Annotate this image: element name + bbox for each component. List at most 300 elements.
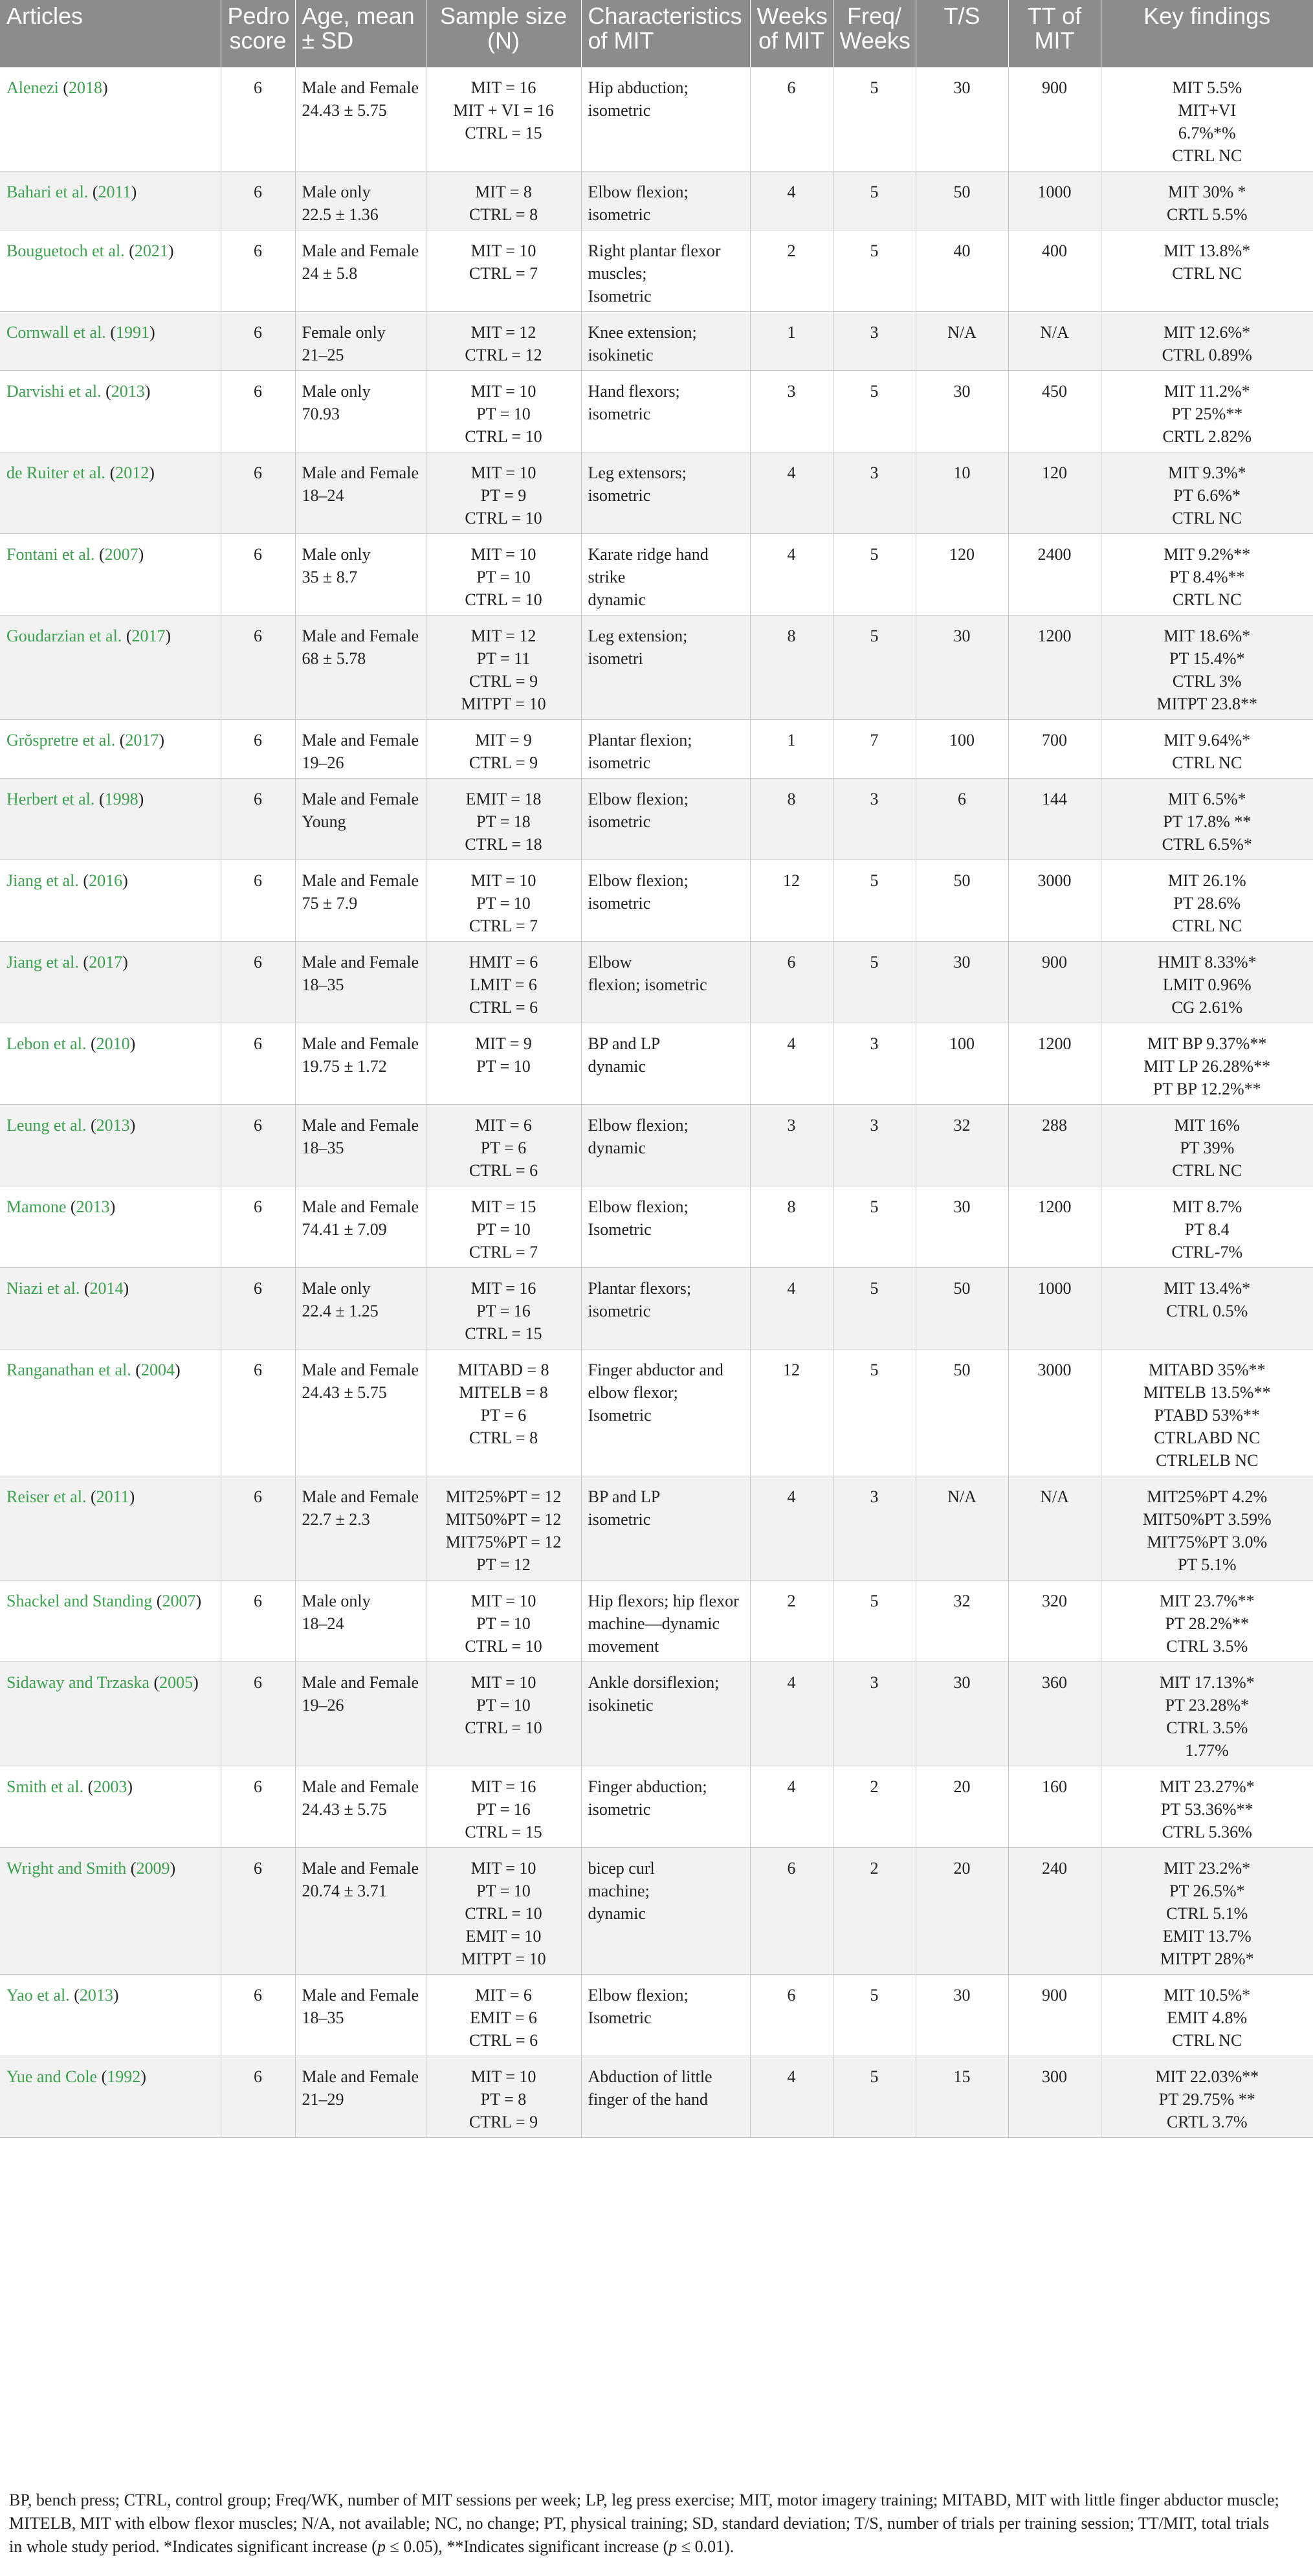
characteristics-line: Leg extensors; bbox=[588, 463, 687, 482]
cell-characteristics bbox=[581, 1848, 750, 1975]
tt-value: 288 bbox=[1042, 1116, 1067, 1135]
sample-line: CTRL = 10 bbox=[465, 1904, 542, 1923]
finding-line: LMIT 0.96% bbox=[1162, 975, 1252, 994]
sample-line: CTRL = 7 bbox=[469, 1243, 538, 1261]
finding-line: MIT 12.6%* bbox=[1164, 323, 1251, 342]
cell-findings bbox=[1101, 1023, 1313, 1105]
age-line: 18–24 bbox=[302, 486, 344, 505]
sample-line: MIT = 6 bbox=[475, 1116, 532, 1135]
finding-line: MIT+VI bbox=[1178, 101, 1237, 120]
pedro-score: 6 bbox=[254, 1197, 262, 1216]
cell-characteristics bbox=[581, 67, 750, 172]
cell-sample bbox=[426, 860, 581, 942]
finding-line: PT 25%** bbox=[1171, 405, 1243, 423]
characteristics-line: Elbow flexion; bbox=[588, 871, 689, 890]
table-row bbox=[0, 534, 1313, 616]
sample-line: CTRL = 15 bbox=[465, 1324, 542, 1343]
cell-article bbox=[0, 2056, 221, 2138]
article-year: 2011 bbox=[96, 1487, 129, 1506]
characteristics-line: bicep curl bbox=[588, 1859, 655, 1878]
cell-pedro bbox=[221, 1186, 295, 1268]
cell-article bbox=[0, 779, 221, 860]
cell-characteristics bbox=[581, 230, 750, 312]
cell-article bbox=[0, 1581, 221, 1662]
pedro-score: 6 bbox=[254, 1487, 262, 1506]
ts-value: 30 bbox=[953, 953, 971, 972]
pedro-score: 6 bbox=[254, 1777, 262, 1796]
ts-value: 30 bbox=[953, 1673, 971, 1692]
table-row bbox=[0, 1186, 1313, 1268]
finding-line: CRTL 3.7% bbox=[1166, 2113, 1248, 2131]
characteristics-line: Elbow bbox=[588, 953, 632, 972]
pedro-score: 6 bbox=[254, 953, 262, 972]
characteristics-line: Elbow flexion; bbox=[588, 1197, 689, 1216]
tt-value: 2400 bbox=[1037, 545, 1072, 564]
cell-weeks bbox=[750, 1662, 833, 1766]
finding-line: MIT 16% bbox=[1174, 1116, 1240, 1135]
article-citation: Yue and Cole (1992) bbox=[6, 2067, 146, 2086]
sample-line: MIT = 8 bbox=[475, 183, 532, 201]
characteristics-line: strike bbox=[588, 568, 626, 586]
pedro-score: 6 bbox=[254, 731, 262, 749]
table-body bbox=[0, 67, 1313, 2138]
cell-weeks bbox=[750, 942, 833, 1023]
sample-line: CTRL = 7 bbox=[469, 264, 538, 283]
finding-line: CTRL 5.36% bbox=[1162, 1823, 1252, 1841]
freq-value: 5 bbox=[870, 953, 879, 972]
cell-sample bbox=[426, 67, 581, 172]
sample-line: PT = 10 bbox=[476, 1057, 531, 1076]
article-name: Wright and Smith bbox=[6, 1859, 127, 1878]
characteristics-line: movement bbox=[588, 1637, 659, 1656]
cell-freq bbox=[833, 779, 916, 860]
cell-age bbox=[295, 2056, 426, 2138]
characteristics-line: isometric bbox=[588, 486, 651, 505]
weeks-value: 2 bbox=[787, 1592, 796, 1610]
cell-article bbox=[0, 1023, 221, 1105]
finding-line: 6.7%*% bbox=[1178, 124, 1236, 142]
cell-tt bbox=[1008, 1023, 1101, 1105]
header-pedro: Pedro score bbox=[221, 0, 295, 67]
article-name: Smith et al. bbox=[6, 1777, 84, 1796]
header-findings: Key findings bbox=[1143, 3, 1271, 29]
finding-line: MIT LP 26.28%** bbox=[1143, 1057, 1271, 1076]
cell-findings bbox=[1101, 1581, 1313, 1662]
article-year: 2021 bbox=[134, 241, 168, 260]
article-citation: Smith et al. (2003) bbox=[6, 1777, 133, 1796]
sample-line: CTRL = 7 bbox=[469, 916, 538, 935]
pedro-score: 6 bbox=[254, 1116, 262, 1135]
cell-weeks bbox=[750, 534, 833, 616]
weeks-value: 4 bbox=[787, 1034, 796, 1053]
weeks-value: 4 bbox=[787, 1487, 796, 1506]
finding-line: MIT 23.27%* bbox=[1159, 1777, 1255, 1796]
characteristics-line: isometric bbox=[588, 753, 651, 772]
finding-line: PT 23.28%* bbox=[1165, 1696, 1250, 1715]
table-row bbox=[0, 2056, 1313, 2138]
cell-ts bbox=[916, 1476, 1008, 1581]
cell-ts bbox=[916, 1268, 1008, 1349]
cell-pedro bbox=[221, 1268, 295, 1349]
cell-findings bbox=[1101, 2056, 1313, 2138]
article-citation: Sidaway and Trzaska (2005) bbox=[6, 1673, 199, 1692]
cell-weeks bbox=[750, 1268, 833, 1349]
cell-ts bbox=[916, 67, 1008, 172]
characteristics-line: Elbow flexion; bbox=[588, 183, 689, 201]
ts-value: 30 bbox=[953, 78, 971, 97]
table-row bbox=[0, 452, 1313, 534]
cell-findings bbox=[1101, 534, 1313, 616]
cell-weeks bbox=[750, 1186, 833, 1268]
finding-line: CG 2.61% bbox=[1171, 998, 1243, 1017]
pedro-score: 6 bbox=[254, 1673, 262, 1692]
finding-line: CTRL 5.1% bbox=[1166, 1904, 1248, 1923]
sample-line: PT = 16 bbox=[476, 1302, 531, 1320]
age-line: 18–24 bbox=[302, 1614, 344, 1633]
finding-line: MIT 18.6%* bbox=[1164, 627, 1251, 645]
characteristics-line: finger of the hand bbox=[588, 2090, 709, 2109]
finding-line: HMIT 8.33%* bbox=[1157, 953, 1257, 972]
sample-line: MIT = 10 bbox=[470, 871, 536, 890]
table-row bbox=[0, 720, 1313, 779]
article-year: 2013 bbox=[96, 1116, 130, 1135]
finding-line: CTRL 6.5%* bbox=[1162, 835, 1252, 854]
cell-pedro bbox=[221, 1023, 295, 1105]
cell-characteristics bbox=[581, 2056, 750, 2138]
cell-article bbox=[0, 172, 221, 230]
cell-freq bbox=[833, 371, 916, 452]
finding-line: CTRL NC bbox=[1172, 753, 1242, 772]
sample-line: MIT = 6 bbox=[475, 1986, 532, 2004]
cell-article bbox=[0, 1662, 221, 1766]
cell-findings bbox=[1101, 860, 1313, 942]
cell-pedro bbox=[221, 1105, 295, 1186]
characteristics-line: machine; bbox=[588, 1882, 650, 1900]
article-year: 2004 bbox=[140, 1360, 175, 1379]
article-name: Niazi et al. bbox=[6, 1279, 80, 1298]
characteristics-line: isometric bbox=[588, 894, 651, 913]
cell-pedro bbox=[221, 720, 295, 779]
article-year: 2017 bbox=[131, 627, 166, 645]
sample-line: MIT = 9 bbox=[475, 1034, 532, 1053]
cell-ts bbox=[916, 1105, 1008, 1186]
cell-pedro bbox=[221, 860, 295, 942]
cell-sample bbox=[426, 371, 581, 452]
cell-findings bbox=[1101, 172, 1313, 230]
cell-pedro bbox=[221, 1975, 295, 2056]
cell-tt bbox=[1008, 452, 1101, 534]
age-line: Male and Female bbox=[302, 1777, 419, 1796]
cell-sample bbox=[426, 1476, 581, 1581]
ts-value: 40 bbox=[953, 241, 971, 260]
table-row bbox=[0, 1023, 1313, 1105]
cell-sample bbox=[426, 1186, 581, 1268]
article-year: 2017 bbox=[125, 731, 159, 749]
article-year: 2017 bbox=[89, 953, 123, 972]
finding-line: PT 8.4%** bbox=[1169, 568, 1245, 586]
cell-characteristics bbox=[581, 779, 750, 860]
cell-findings bbox=[1101, 1268, 1313, 1349]
characteristics-line: isometric bbox=[588, 101, 651, 120]
age-line: Male only bbox=[302, 1592, 371, 1610]
pedro-score: 6 bbox=[254, 1360, 262, 1379]
cell-sample bbox=[426, 1581, 581, 1662]
header-characteristics: Characteristics of MIT bbox=[581, 0, 750, 67]
finding-line: CRTL 5.5% bbox=[1166, 205, 1248, 224]
sample-line: CTRL = 15 bbox=[465, 1823, 542, 1841]
age-line: Male and Female bbox=[302, 731, 419, 749]
sample-line: CTRL = 10 bbox=[465, 1637, 542, 1656]
article-year: 2005 bbox=[159, 1673, 193, 1692]
table-row bbox=[0, 1581, 1313, 1662]
article-year: 2010 bbox=[96, 1034, 130, 1053]
article-year: 2013 bbox=[111, 382, 145, 401]
table-row bbox=[0, 67, 1313, 172]
finding-line: PT BP 12.2%** bbox=[1153, 1080, 1261, 1098]
age-line: Male and Female bbox=[302, 1034, 419, 1053]
sample-line: CTRL = 8 bbox=[469, 1428, 538, 1447]
characteristics-line: Isometric bbox=[588, 287, 652, 305]
cell-freq bbox=[833, 1023, 916, 1105]
cell-findings bbox=[1101, 452, 1313, 534]
cell-characteristics bbox=[581, 1186, 750, 1268]
finding-line: PT 29.75% ** bbox=[1158, 2090, 1255, 2109]
characteristics-line: Karate ridge hand bbox=[588, 545, 709, 564]
cell-tt bbox=[1008, 860, 1101, 942]
cell-tt bbox=[1008, 1766, 1101, 1848]
weeks-value: 12 bbox=[783, 871, 800, 890]
sample-line: MIT = 10 bbox=[470, 1859, 536, 1878]
sample-line: MIT = 15 bbox=[470, 1197, 536, 1216]
age-line: 22.7 ± 2.3 bbox=[302, 1510, 370, 1529]
cell-sample bbox=[426, 1023, 581, 1105]
weeks-value: 4 bbox=[787, 1777, 796, 1796]
cell-findings bbox=[1101, 1766, 1313, 1848]
sample-line: LMIT = 6 bbox=[470, 975, 537, 994]
article-name: Jiang et al. bbox=[6, 871, 79, 890]
ts-value: 30 bbox=[953, 627, 971, 645]
finding-line: CTRL NC bbox=[1172, 2031, 1242, 2050]
sample-line: CTRL = 10 bbox=[465, 509, 542, 527]
characteristics-line: Hip abduction; bbox=[588, 78, 689, 97]
sample-line: PT = 10 bbox=[476, 1220, 531, 1239]
sample-line: MIT = 10 bbox=[470, 2067, 536, 2086]
freq-value: 5 bbox=[870, 183, 879, 201]
article-citation: Yao et al. (2013) bbox=[6, 1986, 119, 2004]
cell-freq bbox=[833, 1662, 916, 1766]
cell-ts bbox=[916, 312, 1008, 371]
finding-line: MIT50%PT 3.59% bbox=[1142, 1510, 1272, 1529]
finding-line: CTRL 3% bbox=[1172, 672, 1242, 691]
cell-pedro bbox=[221, 779, 295, 860]
ts-value: 50 bbox=[953, 183, 971, 201]
table-row bbox=[0, 1975, 1313, 2056]
cell-characteristics bbox=[581, 1476, 750, 1581]
tt-value: 360 bbox=[1042, 1673, 1067, 1692]
article-year: 2009 bbox=[136, 1859, 170, 1878]
cell-sample bbox=[426, 720, 581, 779]
header-age: Age, mean ± SD bbox=[295, 0, 426, 67]
article-name: Bouguetoch et al. bbox=[6, 241, 125, 260]
pedro-score: 6 bbox=[254, 2067, 262, 2086]
sample-line: MIT = 12 bbox=[470, 323, 536, 342]
footnote-p-1: p bbox=[377, 2537, 386, 2556]
cell-pedro bbox=[221, 67, 295, 172]
article-citation: Bahari et al. (2011) bbox=[6, 183, 137, 201]
cell-ts bbox=[916, 172, 1008, 230]
characteristics-line: dynamic bbox=[588, 1138, 646, 1157]
sample-line: CTRL = 10 bbox=[465, 590, 542, 609]
characteristics-line: isometric bbox=[588, 812, 651, 831]
cell-weeks bbox=[750, 452, 833, 534]
cell-ts bbox=[916, 452, 1008, 534]
finding-line: MIT 30% * bbox=[1167, 183, 1246, 201]
pedro-score: 6 bbox=[254, 790, 262, 808]
cell-age bbox=[295, 230, 426, 312]
sample-line: CTRL = 9 bbox=[469, 672, 538, 691]
table-row bbox=[0, 1848, 1313, 1975]
sample-line: PT = 10 bbox=[476, 568, 531, 586]
article-year: 2013 bbox=[76, 1197, 110, 1216]
pedro-score: 6 bbox=[254, 1592, 262, 1610]
finding-line: MIT75%PT 3.0% bbox=[1147, 1533, 1268, 1551]
ts-value: 32 bbox=[953, 1116, 971, 1135]
cell-freq bbox=[833, 1268, 916, 1349]
freq-value: 5 bbox=[870, 545, 879, 564]
cell-tt bbox=[1008, 1186, 1101, 1268]
pedro-score: 6 bbox=[254, 1859, 262, 1878]
cell-characteristics bbox=[581, 172, 750, 230]
sample-line: MIT = 10 bbox=[470, 463, 536, 482]
age-line: 24.43 ± 5.75 bbox=[302, 1383, 387, 1402]
tt-value: N/A bbox=[1040, 1487, 1069, 1506]
weeks-value: 4 bbox=[787, 183, 796, 201]
cell-freq bbox=[833, 720, 916, 779]
freq-value: 5 bbox=[870, 1197, 879, 1216]
characteristics-line: dynamic bbox=[588, 590, 646, 609]
finding-line: MIT 23.2%* bbox=[1164, 1859, 1251, 1878]
finding-line: MIT 8.7% bbox=[1172, 1197, 1242, 1216]
cell-tt bbox=[1008, 230, 1101, 312]
freq-value: 5 bbox=[870, 382, 879, 401]
pedro-score: 6 bbox=[254, 382, 262, 401]
age-line: 24.43 ± 5.75 bbox=[302, 101, 387, 120]
characteristics-line: Abduction of little bbox=[588, 2067, 712, 2086]
cell-sample bbox=[426, 452, 581, 534]
cell-ts bbox=[916, 1581, 1008, 1662]
table-row bbox=[0, 1268, 1313, 1349]
characteristics-line: BP and LP bbox=[588, 1487, 661, 1506]
finding-line: MITELB 13.5%** bbox=[1143, 1383, 1271, 1402]
characteristics-line: Knee extension; bbox=[588, 323, 697, 342]
cell-sample bbox=[426, 172, 581, 230]
article-name: Leung et al. bbox=[6, 1116, 87, 1135]
tt-value: 120 bbox=[1042, 463, 1067, 482]
tt-value: 320 bbox=[1042, 1592, 1067, 1610]
finding-line: CRTL 2.82% bbox=[1162, 427, 1252, 446]
finding-line: CTRL NC bbox=[1172, 509, 1242, 527]
article-citation: Reiser et al. (2011) bbox=[6, 1487, 135, 1506]
table-row bbox=[0, 779, 1313, 860]
sample-line: MIT = 16 bbox=[470, 1279, 536, 1298]
finding-line: PT 39% bbox=[1180, 1138, 1235, 1157]
cell-article bbox=[0, 1349, 221, 1476]
characteristics-line: Plantar flexors; bbox=[588, 1279, 692, 1298]
age-line: Male and Female bbox=[302, 1116, 419, 1135]
age-line: 22.5 ± 1.36 bbox=[302, 205, 379, 224]
characteristics-line: isometric bbox=[588, 205, 651, 224]
cell-ts bbox=[916, 371, 1008, 452]
characteristics-line: Isometric bbox=[588, 2008, 652, 2027]
cell-weeks bbox=[750, 860, 833, 942]
sample-line: MIT = 16 bbox=[470, 78, 536, 97]
cell-characteristics bbox=[581, 860, 750, 942]
article-citation: Ranganathan et al. (2004) bbox=[6, 1360, 181, 1379]
weeks-value: 6 bbox=[787, 78, 796, 97]
cell-characteristics bbox=[581, 1023, 750, 1105]
sample-line: MIT = 9 bbox=[475, 731, 532, 749]
characteristics-line: Finger abductor and bbox=[588, 1360, 723, 1379]
age-line: Male only bbox=[302, 545, 371, 564]
finding-line: PT 53.36%** bbox=[1160, 1800, 1253, 1819]
characteristics-line: Hip flexors; hip flexor bbox=[588, 1592, 739, 1610]
characteristics-line: Right plantar flexor bbox=[588, 241, 721, 260]
cell-pedro bbox=[221, 1476, 295, 1581]
age-line: Male and Female bbox=[302, 1197, 419, 1216]
header-tt: TT of MIT bbox=[1008, 0, 1101, 67]
cell-article bbox=[0, 1848, 221, 1975]
cell-age bbox=[295, 67, 426, 172]
characteristics-line: Isometric bbox=[588, 1406, 652, 1425]
weeks-value: 4 bbox=[787, 1673, 796, 1692]
cell-article bbox=[0, 1975, 221, 2056]
tt-value: 900 bbox=[1042, 953, 1067, 972]
article-name: Yue and Cole bbox=[6, 2067, 98, 2086]
cell-freq bbox=[833, 860, 916, 942]
age-line: Male and Female bbox=[302, 463, 419, 482]
ts-value: 120 bbox=[949, 545, 975, 564]
footnote-line-3 bbox=[9, 2535, 1303, 2559]
freq-value: 3 bbox=[870, 1487, 879, 1506]
ts-value: 50 bbox=[953, 1279, 971, 1298]
header-sample: Sample size (N) bbox=[426, 0, 581, 67]
article-name: Cornwall et al. bbox=[6, 323, 106, 342]
cell-findings bbox=[1101, 1105, 1313, 1186]
tt-value: 1000 bbox=[1037, 183, 1072, 201]
cell-pedro bbox=[221, 2056, 295, 2138]
ts-value: 10 bbox=[953, 463, 971, 482]
age-line: Male and Female bbox=[302, 1986, 419, 2004]
sample-line: MITELB = 8 bbox=[459, 1383, 548, 1402]
cell-weeks bbox=[750, 1848, 833, 1975]
ts-value: 15 bbox=[953, 2067, 971, 2086]
finding-line: MIT 26.1% bbox=[1167, 871, 1246, 890]
article-year: 2007 bbox=[104, 545, 138, 564]
finding-line: PT 5.1% bbox=[1177, 1555, 1237, 1574]
finding-line: CTRL NC bbox=[1172, 916, 1242, 935]
freq-value: 3 bbox=[870, 790, 879, 808]
cell-findings bbox=[1101, 1975, 1313, 2056]
freq-value: 5 bbox=[870, 1592, 879, 1610]
cell-age bbox=[295, 942, 426, 1023]
sample-line: PT = 10 bbox=[476, 1882, 531, 1900]
finding-line: 1.77% bbox=[1185, 1741, 1229, 1760]
finding-line: PT 6.6%* bbox=[1173, 486, 1241, 505]
sample-line: MIT = 16 bbox=[470, 1777, 536, 1796]
sample-line: PT = 18 bbox=[476, 812, 531, 831]
cell-tt bbox=[1008, 1349, 1101, 1476]
footnote-line-2: MITELB, MIT with elbow flexor muscles; N/A, not available; NC, no change; PT, physical training; SD, standard deviation; T/S, number of trials per training session; TT/MIT, total trials bbox=[9, 2514, 1270, 2533]
